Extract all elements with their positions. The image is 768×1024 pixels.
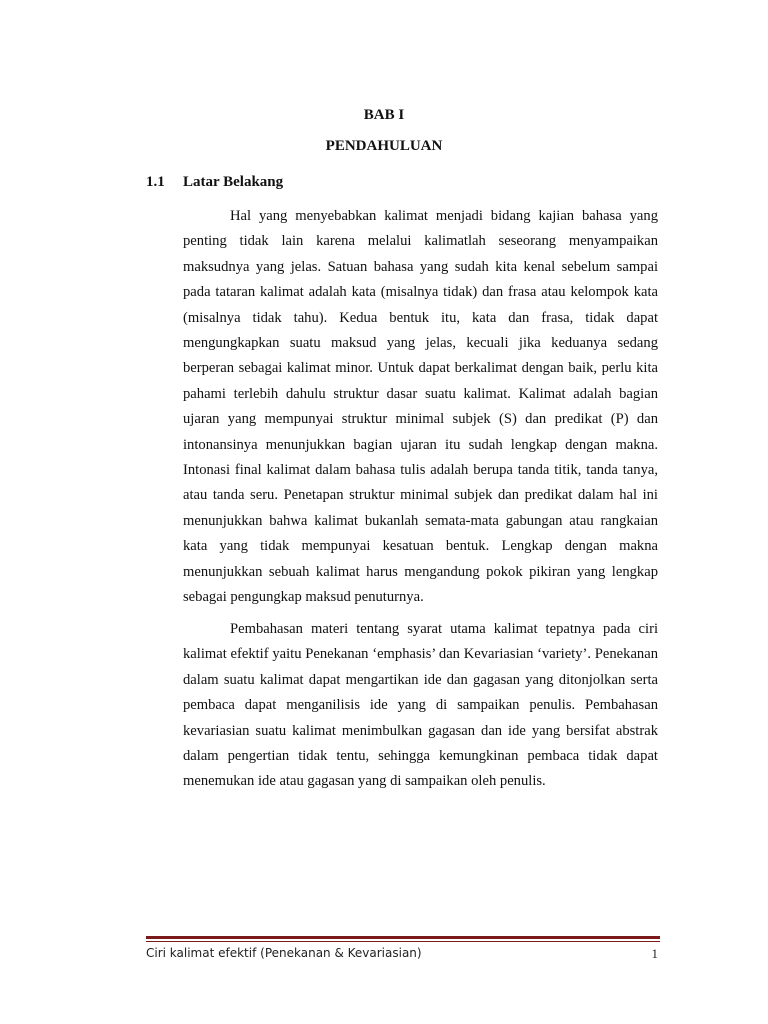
section-number: 1.1	[146, 174, 165, 190]
footer-rule-thick	[146, 936, 660, 939]
section-heading	[146, 174, 283, 191]
chapter-title: PENDAHULUAN	[325, 138, 443, 154]
section-title: Latar Belakang	[183, 174, 284, 190]
footer-rule-thin	[146, 941, 660, 942]
page-number: 1	[651, 946, 658, 961]
chapter-number: BAB I	[363, 107, 405, 123]
paragraph-scope: Pembahasan materi tentang syarat utama kalimat tepatnya pada ciri kalimat efektif yaitu Penekanan ‘emphasis’ dan Kevariasian ‘variety’. Penekanan dalam suatu kalimat dapat mengartikan ide dan gagasan yang ditonjolkan serta pembaca dapat menganilisis ide yang di sampaikan penulis. Pembahasan kevariasian suatu kalimat menimbulkan gagasan dan ide yang bersifat abstrak dalam pengertian tidak tentu, sehingga kemungkinan pembaca tidak dapat menemukan ide atau gagasan yang di sampaikan oleh penulis.	[183, 621, 658, 790]
footer-running-title: Ciri kalimat efektif (Penekanan & Kevariasian)	[146, 946, 422, 960]
paragraph-background: Hal yang menyebabkan kalimat menjadi bidang kajian bahasa yang penting tidak lain karena melalui kalimatlah seseorang menyampaikan maksudnya yang jelas. Satuan bahasa yang sudah kita kenal sebelum sampai pada tataran kalimat adalah kata (misalnya tidak) dan frasa atau kelompok kata (misalnya tidak tahu). Kedua bentuk itu, kata dan frasa, tidak dapat mengungkapkan suatu maksud yang jelas, kecuali jika keduanya sedang berperan sebagai kalimat minor. Untuk dapat berkalimat dengan baik, perlu kita pahami terlebih dahulu struktur dasar suatu kalimat. Kalimat adalah bagian ujaran yang mempunyai struktur minimal subjek (S) dan predikat (P) dan intonansinya menunjukkan bagian ujaran itu sudah lengkap dengan makna. Intonasi final kalimat dalam bahasa tulis adalah berupa tanda titik, tanda tanya, atau tanda seru. Penetapan struktur minimal subjek dan predikat dalam hal ini menunjukkan bahwa kalimat bukanlah semata-mata gabungan atau rangkaian kata yang tidak mempunyai kesatuan bentuk. Lengkap dengan makna menunjukkan sebuah kalimat harus mengandung pokok pikiran yang lengkap sebagai pengungkap maksud penuturnya.	[183, 208, 658, 606]
